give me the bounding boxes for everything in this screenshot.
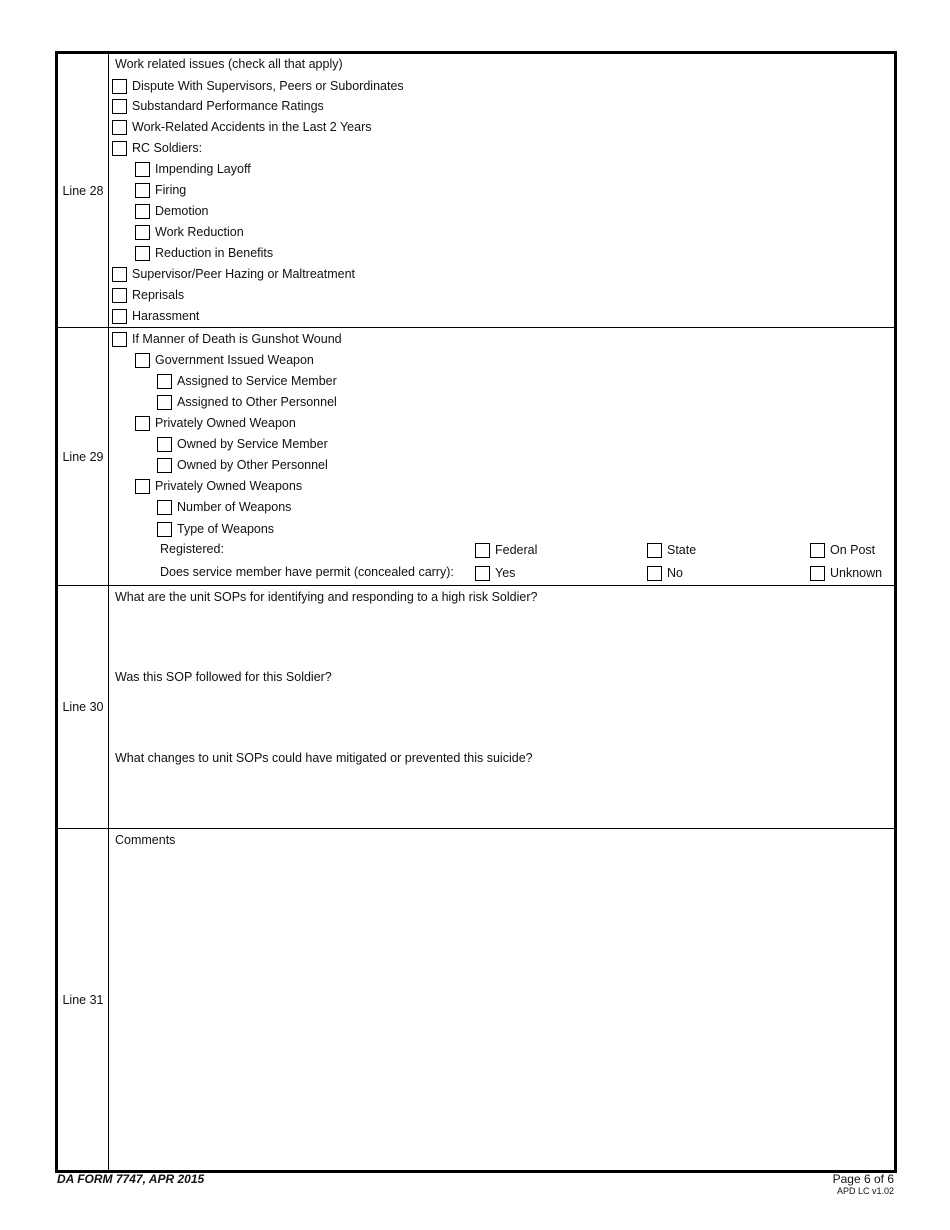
line-30-label-cell: [58, 586, 109, 828]
registered-federal-item[interactable]: Federal: [475, 541, 537, 559]
version-label: APD LC v1.02: [836, 1186, 894, 1196]
dispute-checkbox[interactable]: [112, 79, 127, 94]
line-31-label: Line 31: [62, 992, 104, 1007]
work-accidents-checkbox[interactable]: [112, 120, 127, 135]
sop-question-1: What are the unit SOPs for identifying and responding to a high risk Soldier?: [115, 590, 538, 604]
permit-yes-checkbox[interactable]: [475, 566, 490, 581]
gov-assigned-member-checkbox[interactable]: [157, 374, 172, 389]
line-29-label-cell: [58, 328, 109, 585]
registered-label: Registered:: [160, 542, 224, 556]
priv-weapons-checkbox-item[interactable]: Privately Owned Weapons: [135, 477, 302, 495]
priv-owned-other-checkbox-item[interactable]: Owned by Other Personnel: [157, 456, 328, 474]
permit-no-checkbox[interactable]: [647, 566, 662, 581]
harassment-checkbox-item[interactable]: Harassment: [112, 307, 199, 325]
priv-weapon-checkbox[interactable]: [135, 416, 150, 431]
page-info: [833, 1172, 894, 1196]
gov-weapon-checkbox-item[interactable]: Government Issued Weapon: [135, 351, 314, 369]
permit-yes-item[interactable]: Yes: [475, 564, 515, 582]
permit-label: Does service member have permit (concealed carry):: [160, 565, 454, 579]
comments-field[interactable]: [109, 829, 894, 1170]
firing-checkbox-item[interactable]: Firing: [135, 181, 186, 199]
priv-weapons-checkbox[interactable]: [135, 479, 150, 494]
type-weapons-checkbox-item[interactable]: Type of Weapons: [157, 520, 274, 538]
line-30-label: Line 30: [62, 700, 104, 714]
rc-soldiers-checkbox[interactable]: [112, 141, 127, 156]
gunshot-wound-checkbox-item[interactable]: If Manner of Death is Gunshot Wound: [112, 330, 342, 348]
priv-owned-member-checkbox[interactable]: [157, 437, 172, 452]
hazing-checkbox[interactable]: [112, 267, 127, 282]
comments-heading: Comments: [115, 833, 176, 847]
firing-checkbox[interactable]: [135, 183, 150, 198]
gov-assigned-other-checkbox-item[interactable]: Assigned to Other Personnel: [157, 393, 337, 411]
harassment-checkbox[interactable]: [112, 309, 127, 324]
work-accidents-checkbox-item[interactable]: Work-Related Accidents in the Last 2 Years: [112, 118, 372, 136]
sop-question-2: Was this SOP followed for this Soldier?: [115, 670, 332, 684]
gov-weapon-checkbox[interactable]: [135, 353, 150, 368]
gunshot-wound-checkbox[interactable]: [112, 332, 127, 347]
line-28-label: Line 28: [62, 183, 104, 198]
reduction-benefits-checkbox-item[interactable]: Reduction in Benefits: [135, 244, 273, 262]
hazing-checkbox-item[interactable]: Supervisor/Peer Hazing or Maltreatment: [112, 265, 355, 283]
sop-question-3: What changes to unit SOPs could have mitigated or prevented this suicide?: [115, 751, 533, 765]
registered-on-post-checkbox[interactable]: [810, 543, 825, 558]
permit-unknown-item[interactable]: Unknown: [810, 564, 882, 582]
line-31-section: [58, 829, 894, 1170]
priv-owned-other-checkbox[interactable]: [157, 458, 172, 473]
priv-weapon-checkbox-item[interactable]: Privately Owned Weapon: [135, 414, 296, 432]
rc-soldiers-checkbox-item[interactable]: RC Soldiers:: [112, 139, 202, 157]
line-31-label-cell: [58, 829, 109, 1170]
line-28-heading: Work related issues (check all that apply): [115, 57, 343, 71]
line-28-label-cell: [58, 54, 109, 327]
form-id: DA FORM 7747, APR 2015: [57, 1172, 205, 1186]
registered-federal-checkbox[interactable]: [475, 543, 490, 558]
priv-owned-member-checkbox-item[interactable]: Owned by Service Member: [157, 435, 328, 453]
demotion-checkbox[interactable]: [135, 204, 150, 219]
line-28-section: [58, 54, 894, 328]
num-weapons-checkbox-item[interactable]: Number of Weapons: [157, 498, 291, 516]
gov-assigned-other-checkbox[interactable]: [157, 395, 172, 410]
work-reduction-checkbox-item[interactable]: Work Reduction: [135, 223, 244, 241]
num-weapons-checkbox[interactable]: [157, 500, 172, 515]
form-frame: [55, 51, 897, 1173]
work-reduction-checkbox[interactable]: [135, 225, 150, 240]
type-weapons-checkbox[interactable]: [157, 522, 172, 537]
line-30-section: [58, 586, 894, 829]
dispute-checkbox-item[interactable]: Dispute With Supervisors, Peers or Subordinates: [112, 77, 404, 95]
impending-layoff-checkbox[interactable]: [135, 162, 150, 177]
permit-no-item[interactable]: No: [647, 564, 683, 582]
line-29-label: Line 29: [62, 449, 104, 464]
substandard-performance-checkbox[interactable]: [112, 99, 127, 114]
registered-state-item[interactable]: State: [647, 541, 696, 559]
impending-layoff-checkbox-item[interactable]: Impending Layoff: [135, 160, 251, 178]
gov-assigned-member-checkbox-item[interactable]: Assigned to Service Member: [157, 372, 337, 390]
registered-on-post-item[interactable]: On Post: [810, 541, 875, 559]
substandard-performance-checkbox-item[interactable]: Substandard Performance Ratings: [112, 97, 324, 115]
reduction-benefits-checkbox[interactable]: [135, 246, 150, 261]
reprisals-checkbox[interactable]: [112, 288, 127, 303]
reprisals-checkbox-item[interactable]: Reprisals: [112, 286, 184, 304]
demotion-checkbox-item[interactable]: Demotion: [135, 202, 209, 220]
registered-state-checkbox[interactable]: [647, 543, 662, 558]
page-number: Page 6 of 6: [832, 1172, 894, 1186]
line-29-section: [58, 328, 894, 586]
permit-unknown-checkbox[interactable]: [810, 566, 825, 581]
